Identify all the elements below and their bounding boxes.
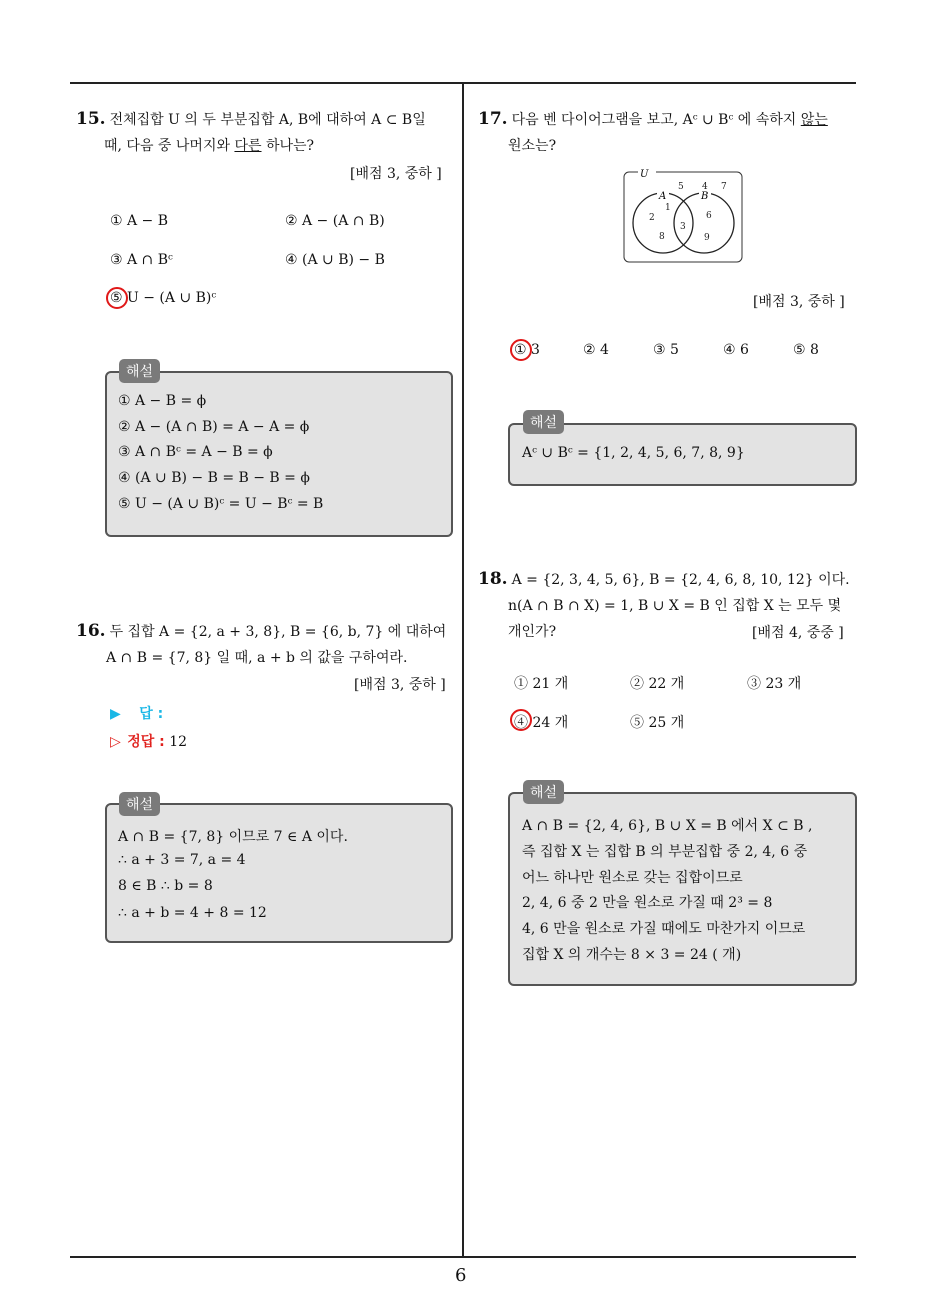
q15-text-line2-pre: 때, 다음 중 나머지와: [104, 138, 235, 154]
q16-text-line2: A ∩ B = {7, 8} 일 때, a + b 의 값을 구하여라.: [106, 650, 408, 666]
q18-number: 18.: [478, 569, 508, 589]
venn-element: 6: [706, 211, 712, 221]
q16-explanation-line: A ∩ B = {7, 8} 이므로 7 ∈ A 이다.: [118, 829, 348, 845]
q17-option-2[interactable]: ② 4: [583, 342, 609, 358]
q18-text-line1: A = {2, 3, 4, 5, 6}, B = {2, 4, 6, 8, 10, 12} 이다.: [511, 572, 850, 588]
q16-explanation-tag: 해설: [119, 792, 160, 816]
q17-explanation-line: Aᶜ ∪ Bᶜ = {1, 2, 4, 5, 6, 7, 8, 9}: [522, 445, 745, 461]
q15-explanation-line: ⑤ U − (A ∪ B)ᶜ = U − Bᶜ = B: [118, 496, 324, 512]
q18-option-2[interactable]: ② 22 개: [630, 676, 685, 692]
q15-explanation-line: ④ (A ∪ B) − B = B − B = ϕ: [118, 470, 310, 486]
q18-explanation-tag: 해설: [523, 780, 564, 804]
q17-question: [478, 106, 863, 159]
q15-explanation-line: ② A − (A ∩ B) = A − A = ϕ: [118, 419, 310, 435]
q18-option-4[interactable]: ④ 24 개: [514, 715, 569, 731]
q15-option-5[interactable]: ⑤ U − (A ∪ B)ᶜ: [110, 290, 217, 306]
venn-element: 5: [678, 182, 684, 192]
q17-text-line1-ul: 않는: [800, 112, 828, 128]
venn-set-b-label: B: [701, 191, 709, 202]
q18-option-3[interactable]: ③ 23 개: [747, 676, 802, 692]
venn-element: 9: [704, 233, 710, 243]
venn-element: 2: [649, 213, 655, 223]
q15-option-2[interactable]: ② A − (A ∩ B): [285, 213, 385, 229]
venn-element: 7: [721, 182, 727, 192]
q15-number: 15.: [76, 109, 106, 129]
q16-explanation-line: 8 ∈ B ∴ b = 8: [118, 878, 213, 894]
venn-universe-label: U: [640, 169, 649, 180]
q16-explanation-line: ∴ a + b = 4 + 8 = 12: [118, 905, 267, 921]
column-divider: [462, 83, 464, 1258]
q16-correct-row: [110, 731, 187, 751]
q16-correct-label: 정답 :: [127, 734, 165, 750]
q18-text-line2: n(A ∩ B ∩ X) = 1, B ∪ X = B 인 집합 X 는 모두 몇: [508, 598, 842, 614]
venn-element: 3: [680, 222, 686, 232]
q16-points: [배점 3, 중하 ]: [354, 677, 446, 693]
q18-explanation-line: 2, 4, 6 중 2 만을 원소로 가질 때 2³ = 8: [522, 895, 773, 911]
q17-text-line1-pre: 다음 벤 다이어그램을 보고, Aᶜ ∪ Bᶜ 에 속하지: [511, 112, 801, 128]
venn-set-a-label: A: [659, 191, 667, 202]
q18-explanation-line: 집합 X 의 개수는 8 × 3 = 24 ( 개): [522, 947, 742, 963]
q15-points: [배점 3, 중하 ]: [350, 166, 442, 182]
q16-text-line1: 두 집합 A = {2, a + 3, 8}, B = {6, b, 7} 에 대하여: [109, 624, 447, 640]
q16-number: 16.: [76, 621, 106, 641]
q15-option-3[interactable]: ③ A ∩ Bᶜ: [110, 252, 173, 268]
q18-text-line3: 개인가?: [508, 624, 557, 640]
q16-question: [76, 618, 461, 671]
q18-explanation-line: 4, 6 만을 원소로 가질 때에도 마찬가지 이므로: [522, 921, 806, 937]
venn-element: 1: [665, 203, 671, 213]
q17-number: 17.: [478, 109, 508, 129]
q17-venn-diagram: [620, 168, 746, 266]
q17-points: [배점 3, 중하 ]: [753, 294, 845, 310]
q15-explanation-tag: 해설: [119, 359, 160, 383]
q15-explanation-line: ① A − B = ϕ: [118, 393, 207, 409]
q15-question: [76, 106, 461, 159]
q16-answer-row: [110, 703, 163, 723]
q18-option-5[interactable]: ⑤ 25 개: [630, 715, 685, 731]
q16-explanation-line: ∴ a + 3 = 7, a = 4: [118, 852, 246, 868]
q17-option-3[interactable]: ③ 5: [653, 342, 679, 358]
q17-option-1[interactable]: ① 3: [514, 342, 540, 358]
q17-option-4[interactable]: ④ 6: [723, 342, 749, 358]
page-number: 6: [455, 1265, 467, 1286]
outline-arrow-icon: ▷: [110, 734, 121, 750]
q17-option-5[interactable]: ⑤ 8: [793, 342, 819, 358]
bottom-rule: [70, 1256, 856, 1258]
q18-explanation-line: 어느 하나만 원소로 갖는 집합이므로: [522, 870, 743, 886]
q15-text-line1: 전체집합 U 의 두 부분집합 A, B에 대하여 A ⊂ B일: [109, 112, 426, 128]
q16-explanation-box: [105, 803, 453, 943]
q18-explanation-line: A ∩ B = {2, 4, 6}, B ∪ X = B 에서 X ⊂ B ,: [522, 818, 813, 834]
venn-element: 8: [659, 232, 665, 242]
q18-points: [배점 4, 중중 ]: [752, 625, 844, 641]
q15-option-4[interactable]: ④ (A ∪ B) − B: [285, 252, 385, 268]
q18-explanation-line: 즉 집합 X 는 집합 B 의 부분집합 중 2, 4, 6 중: [522, 844, 808, 860]
q15-text-line2-post: 하나는?: [261, 138, 315, 154]
q17-text-line2: 원소는?: [508, 138, 557, 154]
q15-explanation-line: ③ A ∩ Bᶜ = A − B = ϕ: [118, 444, 273, 460]
q17-explanation-tag: 해설: [523, 410, 564, 434]
venn-element: 4: [702, 182, 708, 192]
q16-correct-value: 12: [169, 734, 188, 750]
q15-option-1[interactable]: ① A − B: [110, 213, 169, 229]
q18-option-1[interactable]: ① 21 개: [514, 676, 569, 692]
q16-answer-label: 답 :: [139, 706, 164, 722]
q15-text-line2-ul: 다른: [234, 138, 262, 154]
play-arrow-icon: ▶: [110, 706, 121, 722]
